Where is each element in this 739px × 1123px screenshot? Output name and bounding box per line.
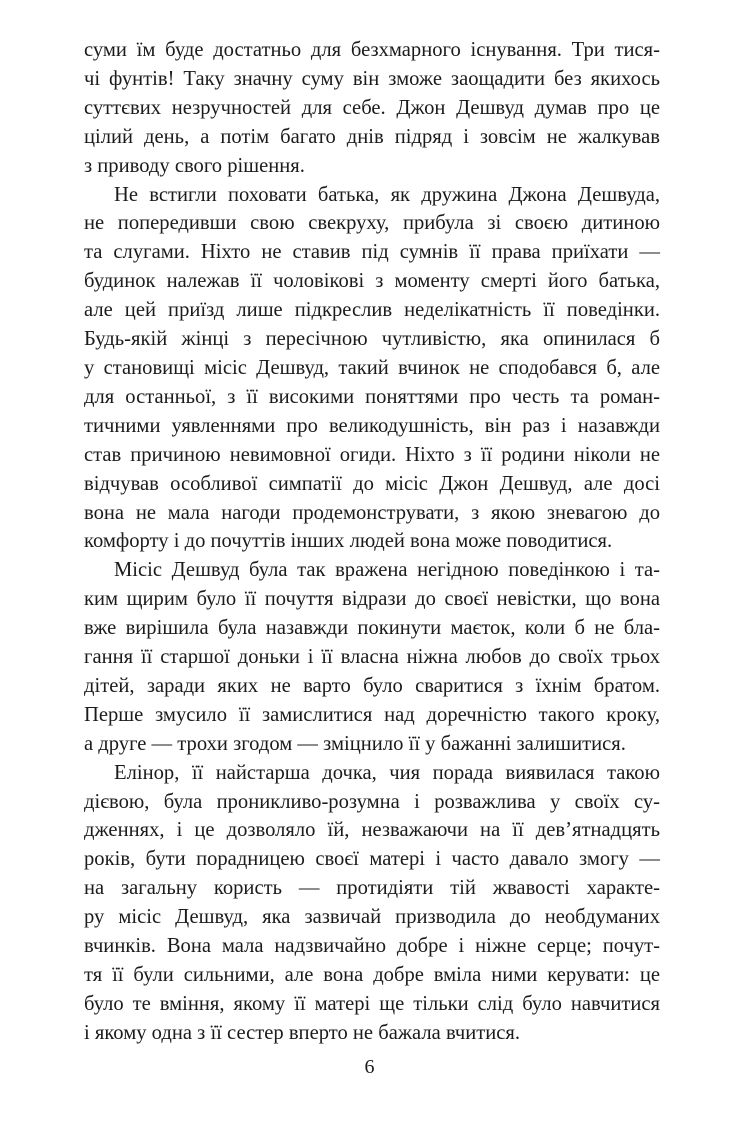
text-line: вона не мала нагоди продемонструвати, з якою зневагою до (84, 501, 660, 524)
text-line: Місіс Дешвуд була так вражена негідною поведінкою і та- (114, 559, 660, 582)
text-line: було те вміння, якому її матері ще тільки слід було навчитися (84, 992, 660, 1015)
paragraph (84, 181, 660, 557)
page-text (84, 36, 660, 1048)
text-line: вчинків. Вона мала надзвичайно добре і ніжне серце; почут- (84, 935, 660, 958)
text-line: будинок належав її чоловікові з моменту смерті його батька, (84, 270, 660, 293)
text-line: але цей приїзд лише підкреслив неделікатність її поведінки. (84, 299, 660, 322)
text-line: не попередивши свою свекруху, прибула зі своєю дитиною (84, 212, 660, 235)
text-line: Елінор, її найстарша дочка, чия порада виявилася такою (114, 761, 660, 784)
text-line: на загальну користь — протидіяти тій жвавості характе- (84, 877, 660, 900)
book-page (84, 36, 660, 1048)
text-line: тя її були сильними, але вона добре вміла ними керувати: це (84, 964, 660, 986)
text-line: вже вирішила була назавжди покинути маєток, коли б не бла- (84, 617, 660, 640)
text-line: і якому одна з її сестер вперто не бажала вчитися. (84, 1021, 521, 1044)
text-line: Перше змусило її замислитися над доречністю такого кроку, (84, 703, 660, 726)
paragraph (84, 556, 660, 758)
text-line: а друге — трохи згодом — зміцнило її у бажанні залишитися. (84, 732, 626, 755)
paragraph (84, 36, 660, 181)
text-line: для останньої, з її високими поняттями про честь та роман- (84, 385, 660, 408)
text-line: ким щирим було її почуття відрази до своєї невістки, що вона (84, 588, 660, 611)
text-line: у становищі місіс Дешвуд, такий вчинок не сподобався б, але (84, 356, 660, 379)
text-line: та слугами. Ніхто не ставив під сумнів її права приїхати — (84, 241, 660, 264)
text-line: комфорту і до почуттів інших людей вона може поводитися. (84, 530, 613, 553)
text-line: став причиною невимовної огиди. Ніхто з її родини ніколи не (84, 443, 660, 466)
paragraphs (84, 36, 660, 1048)
text-line: з приводу свого рішення. (84, 154, 305, 177)
text-line: ру місіс Дешвуд, яка зазвичай призводила до необдуманих (84, 906, 660, 929)
text-line: відчував особливої симпатії до місіс Джон Дешвуд, але досі (84, 472, 660, 495)
text-line: Будь-якій жінці з пересічною чутливістю, яка опинилася б (84, 328, 660, 351)
page-number: 6 (364, 1056, 375, 1078)
text-line: дієвою, була проникливо-розумна і розважлива у своїх су- (84, 790, 660, 813)
text-line: років, бути порадницею своєї матері і часто давало змогу — (84, 848, 660, 871)
text-line: гання її старшої доньки і її власна ніжна любов до своїх трьох (84, 646, 660, 669)
text-line: Не встигли поховати батька, як дружина Джона Дешвуда, (114, 183, 660, 206)
text-line: чі фунтів! Таку значну суму він зможе заощадити без якихось (84, 67, 660, 90)
text-line: суттєвих незручностей для себе. Джон Дешвуд думав про це (84, 96, 660, 119)
text-line: суми їм буде достатньо для безхмарного існування. Три тися- (84, 39, 660, 61)
text-line: цілий день, а потім багато днів підряд і зовсім не жалкував (84, 125, 660, 148)
text-line: тичними уявленнями про великодушність, він раз і назавжди (84, 414, 660, 437)
paragraph (84, 759, 660, 1048)
text-line: дженнях, і це дозволяло їй, незважаючи на її дев’ятнадцять (84, 819, 660, 842)
text-line: дітей, заради яких не варто було сваритися з їхнім братом. (84, 674, 660, 697)
